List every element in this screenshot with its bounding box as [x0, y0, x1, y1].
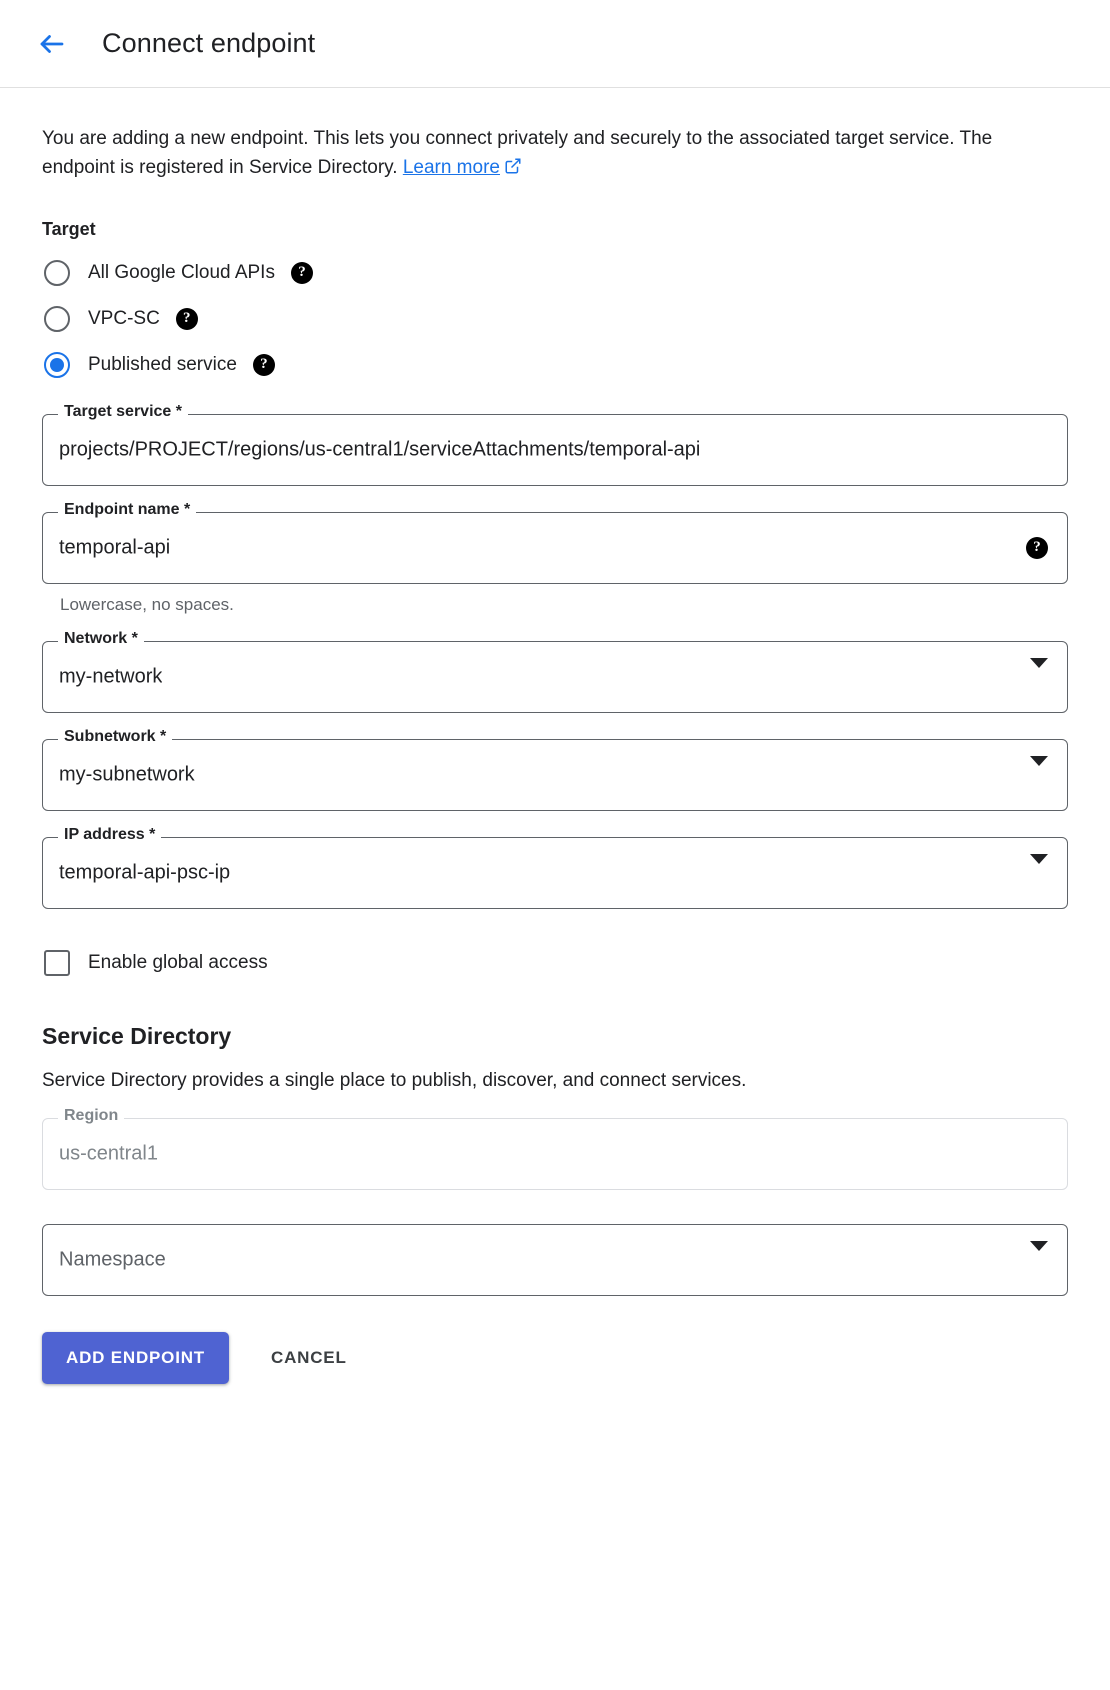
target-service-label: Target service * — [58, 404, 188, 420]
region-label: Region — [58, 1108, 124, 1124]
form-actions — [42, 1332, 1068, 1384]
page-header — [0, 0, 1110, 88]
enable-global-access-row[interactable] — [42, 943, 1068, 983]
chevron-down-icon[interactable] — [1030, 658, 1048, 685]
service-directory-description: Service Directory provides a single place to publish, discover, and connect services. — [42, 1069, 747, 1091]
ip-address-label: IP address * — [58, 827, 161, 843]
target-section-label: Target — [42, 218, 96, 239]
radio-all-google-cloud-apis[interactable] — [42, 250, 1068, 296]
field-outline — [42, 512, 1068, 584]
intro-text — [42, 124, 1002, 185]
enable-global-access-label: Enable global access — [88, 951, 268, 973]
region-value: us-central1 — [59, 1142, 158, 1165]
cancel-button[interactable]: CANCEL — [257, 1332, 361, 1384]
help-icon[interactable]: ? — [253, 354, 275, 376]
radio-indicator[interactable] — [44, 306, 70, 332]
endpoint-name-input[interactable]: temporal-api — [59, 536, 171, 559]
help-icon[interactable]: ? — [291, 262, 313, 284]
network-label: Network * — [58, 631, 144, 647]
field-outline — [42, 1224, 1068, 1296]
add-endpoint-button[interactable]: ADD ENDPOINT — [42, 1332, 229, 1384]
chevron-down-icon[interactable] — [1030, 1241, 1048, 1268]
ip-address-select-value[interactable]: temporal-api-psc-ip — [59, 861, 231, 884]
subnetwork-select-value[interactable]: my-subnetwork — [59, 763, 195, 786]
subnetwork-field[interactable] — [42, 727, 1068, 811]
region-field — [42, 1106, 1068, 1190]
target-service-field[interactable] — [42, 402, 1068, 486]
field-outline — [42, 739, 1068, 811]
help-icon[interactable]: ? — [176, 308, 198, 330]
back-button[interactable] — [30, 22, 74, 66]
radio-indicator[interactable] — [44, 260, 70, 286]
learn-more-link[interactable]: Learn more — [402, 157, 500, 179]
radio-vpc-sc[interactable] — [42, 296, 1068, 342]
chevron-down-icon[interactable] — [1030, 756, 1048, 783]
network-field[interactable] — [42, 629, 1068, 713]
subnetwork-label: Subnetwork * — [58, 729, 172, 745]
field-outline — [42, 641, 1068, 713]
namespace-select-value[interactable]: Namespace — [59, 1248, 166, 1271]
ip-address-field[interactable] — [42, 825, 1068, 909]
endpoint-name-hint: Lowercase, no spaces. — [60, 594, 234, 614]
radio-label: All Google Cloud APIs — [88, 261, 275, 283]
radio-indicator[interactable] — [44, 352, 70, 378]
page-body — [0, 124, 1110, 1384]
endpoint-name-label: Endpoint name * — [58, 502, 196, 518]
page-title: Connect endpoint — [102, 28, 316, 58]
help-icon[interactable]: ? — [1026, 537, 1048, 559]
chevron-down-icon[interactable] — [1030, 854, 1048, 881]
namespace-field[interactable] — [42, 1224, 1068, 1296]
radio-published-service[interactable] — [42, 342, 1068, 388]
target-service-input[interactable]: projects/PROJECT/regions/us-central1/serviceAttachments/temporal-api — [59, 438, 701, 461]
endpoint-name-field[interactable] — [42, 500, 1068, 584]
external-link-icon[interactable] — [504, 155, 522, 184]
field-outline — [42, 1118, 1068, 1190]
enable-global-access-checkbox[interactable] — [44, 950, 70, 976]
service-directory-title: Service Directory — [42, 1022, 232, 1049]
radio-label: VPC-SC — [88, 307, 160, 329]
intro-description: You are adding a new endpoint. This lets you connect privately and securely to the associated target service. The endpoint is registered in Service Directory. — [42, 128, 993, 179]
radio-label: Published service — [88, 353, 237, 375]
arrow-left-icon — [37, 29, 67, 59]
network-select-value[interactable]: my-network — [59, 665, 163, 688]
